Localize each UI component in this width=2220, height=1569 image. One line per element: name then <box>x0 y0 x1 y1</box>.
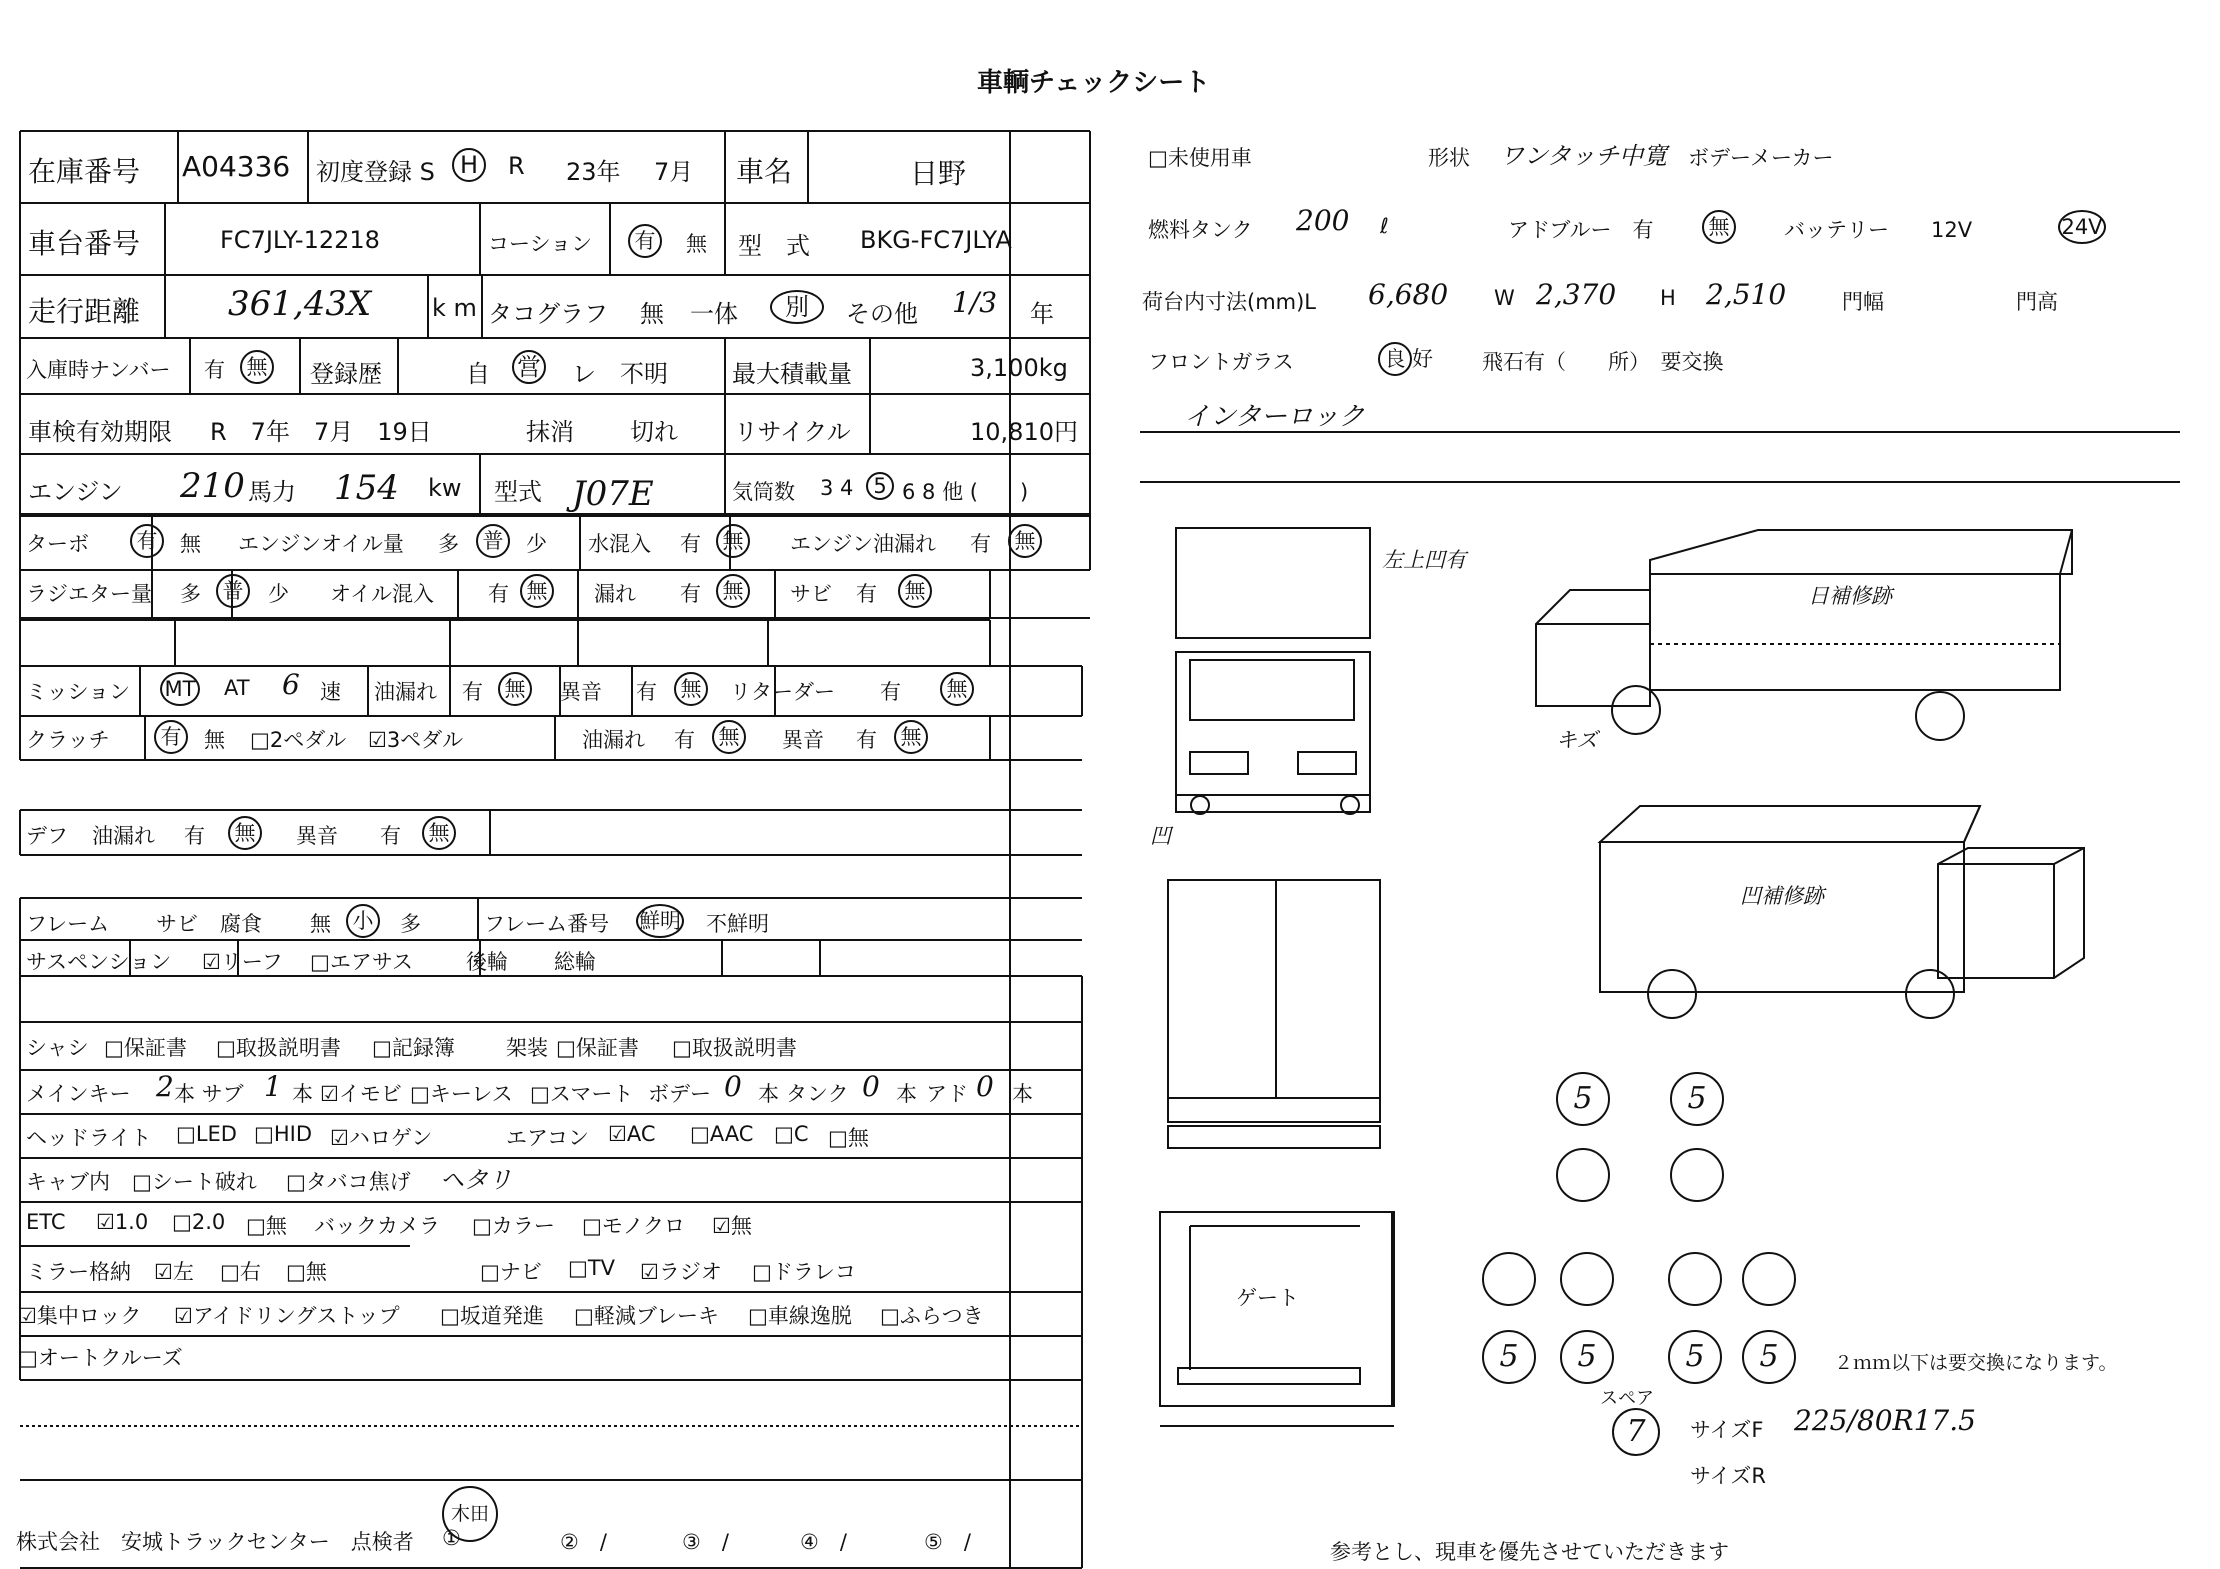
handwritten-note: インターロック <box>1184 402 1365 432</box>
radiator-level-label: ラジエター量 <box>26 582 152 606</box>
cylinders-options-a: 3 4 <box>820 476 854 500</box>
trans-leak-no: 無 <box>498 672 532 706</box>
tire-mid-right <box>1670 1148 1724 1202</box>
engine-oil-level-label: エンジンオイル量 <box>238 532 404 556</box>
tachograph-year-unit: 年 <box>1030 300 1054 328</box>
tire-front-right: 5 <box>1670 1072 1724 1126</box>
recycle-label: リサイクル <box>734 418 851 446</box>
suspension-all: 総輪 <box>554 950 596 974</box>
first-registration-label: 初度登録 S <box>316 158 435 186</box>
radio[interactable]: ☑ラジオ <box>640 1260 722 1284</box>
cylinders-options-b: 6 8 他 ( ) <box>902 480 1029 504</box>
clutch-leak-no: 無 <box>712 720 746 754</box>
fuel-tank: 200 <box>1296 204 1350 237</box>
reg-history-unknown: 不明 <box>620 360 668 388</box>
model: BKG-FC7JLYA <box>860 226 1012 254</box>
caution-label: コーション <box>488 232 593 256</box>
clutch-noise-yes: 有 <box>856 728 877 752</box>
engine-oil-more: 多 <box>438 532 459 556</box>
smart-key[interactable]: □スマート <box>530 1082 634 1106</box>
car-name-label: 車名 <box>736 155 793 188</box>
door-width: 門幅 <box>1842 290 1884 314</box>
horsepower: 210 <box>180 466 245 506</box>
gears-unit: 速 <box>320 680 341 704</box>
footer-company: 株式会社 安城トラックセンター 点検者 <box>16 1530 414 1554</box>
tire-rear-inner-left-top <box>1560 1252 1614 1306</box>
windshield-good: 良 好 <box>1378 342 1433 376</box>
clutch-noise-label: 異音 <box>782 728 824 752</box>
sub-key-count: 1 <box>264 1070 282 1103</box>
tachograph-integrated: 一体 <box>690 300 738 328</box>
engine-label: エンジン <box>28 478 123 506</box>
trans-leak-label: 油漏れ <box>374 680 437 704</box>
headlight-led[interactable]: □LED <box>176 1122 237 1146</box>
differential-label: デフ <box>26 824 68 848</box>
mileage-unit: k m <box>432 294 477 322</box>
clutch-yes: 有 <box>154 720 188 754</box>
engine-oil-leak-yes: 有 <box>970 532 991 556</box>
reg-history-rental: レ <box>572 360 596 388</box>
cylinders-selected: 5 <box>866 472 894 500</box>
radiator-normal: 普 <box>216 574 250 608</box>
scratch-note: キズ <box>1556 728 1598 752</box>
battery: バッテリー 12V <box>1784 218 1973 242</box>
camera-mono[interactable]: □モノクロ <box>582 1214 686 1238</box>
suspension-leaf[interactable]: ☑リーフ <box>202 950 283 974</box>
entry-plate-no: 無 <box>240 350 274 384</box>
water-mix-label: 水混入 <box>588 532 651 556</box>
deregistered: 抹消 <box>526 418 574 446</box>
ad-key-label: アド <box>926 1082 968 1106</box>
tachograph-none: 無 <box>640 300 664 328</box>
aircon-label: エアコン <box>506 1126 589 1150</box>
chassis-warranty[interactable]: □保証書 <box>104 1036 187 1060</box>
tv[interactable]: □TV <box>568 1256 616 1280</box>
frame-none: 無 <box>310 912 331 936</box>
entry-plate-label: 入庫時ナンバー <box>26 358 171 382</box>
aircon-ac[interactable]: ☑AC <box>608 1122 656 1146</box>
recycle-fee: 10,810円 <box>970 418 1078 446</box>
adblue: アドブルー 有 <box>1508 218 1654 242</box>
radiator-leak-no: 無 <box>716 574 750 608</box>
cargo-width: 2,370 <box>1536 278 1617 311</box>
kw-unit: kw <box>428 474 462 502</box>
diff-leak-yes: 有 <box>184 824 205 848</box>
turbo-yes: 有 <box>130 524 164 558</box>
fuel-unit: ℓ <box>1380 214 1389 238</box>
reg-history-private: 自 <box>466 360 490 388</box>
tachograph-years: 1/3 <box>952 286 998 319</box>
tire-rear-inner-left: 5 <box>1560 1330 1614 1384</box>
horsepower-unit: 馬力 <box>248 478 296 506</box>
tank-key-count: 0 <box>862 1070 880 1103</box>
radiator-more: 多 <box>180 582 201 606</box>
stock-number-label: 在庫番号 <box>28 155 141 188</box>
retarder-no: 無 <box>940 672 974 706</box>
camera-none[interactable]: ☑無 <box>712 1214 752 1238</box>
immobilizer[interactable]: ☑イモビ <box>320 1082 402 1106</box>
mileage-label: 走行距離 <box>28 295 141 328</box>
inspector-4: ④ / <box>800 1530 847 1554</box>
door-height: 門高 <box>2016 290 2058 314</box>
chassis-manual[interactable]: □取扱説明書 <box>216 1036 341 1060</box>
left-truck-note: 日補修跡 <box>1808 584 1892 608</box>
oil-mix-yes: 有 <box>488 582 509 606</box>
headlight-hid[interactable]: □HID <box>254 1122 312 1146</box>
mirror-right[interactable]: □右 <box>220 1260 261 1284</box>
radiator-leak-yes: 有 <box>680 582 701 606</box>
shape-label: 形状 <box>1428 146 1470 170</box>
mirror-left[interactable]: ☑左 <box>154 1260 194 1284</box>
clutch-leak-yes: 有 <box>674 728 695 752</box>
chassis-number-label: 車台番号 <box>28 227 141 260</box>
mirror-none[interactable]: □無 <box>286 1260 327 1284</box>
trans-noise-label: 異音 <box>560 680 602 704</box>
frame-corrosion-label: 腐食 <box>220 912 262 936</box>
adblue-no: 無 <box>1702 210 1736 244</box>
water-mix-yes: 有 <box>680 532 701 556</box>
spare-label: スペア <box>1600 1388 1654 1409</box>
engine-oil-less: 少 <box>526 532 547 556</box>
radiator-less: 少 <box>268 582 289 606</box>
inspector-seal: 木田 <box>442 1486 498 1542</box>
etc-none[interactable]: □無 <box>246 1214 287 1238</box>
aircon-none[interactable]: □無 <box>828 1126 869 1150</box>
frame-label: フレーム <box>26 912 110 936</box>
diff-noise-no: 無 <box>422 816 456 850</box>
cargo-height: 2,510 <box>1706 278 1787 311</box>
tire-note: ２ｍｍ以下は要交換になります。 <box>1834 1352 2118 1374</box>
tire-rear-inner-right-top <box>1668 1252 1722 1306</box>
keyless[interactable]: □キーレス <box>410 1082 513 1106</box>
aircon-c[interactable]: □C <box>774 1122 809 1146</box>
clutch-3pedal[interactable]: ☑3ペダル <box>368 728 464 752</box>
clutch-noise-no: 無 <box>894 720 928 754</box>
turbo-no: 無 <box>180 532 201 556</box>
body-warranty[interactable]: □保証書 <box>556 1036 639 1060</box>
engine-oil-normal: 普 <box>476 524 510 558</box>
body-key-label: ボデー <box>648 1082 711 1106</box>
body-key-unit: 本 <box>758 1082 779 1106</box>
reg-history-commercial: 営 <box>512 350 546 384</box>
central-lock[interactable]: ☑集中ロック <box>18 1304 142 1328</box>
tachograph-label: タコグラフ <box>488 300 608 328</box>
tire-rear-outer-left: 5 <box>1482 1330 1536 1384</box>
first-reg-reiwa: R <box>508 152 525 180</box>
engine-model-label: 型式 <box>494 478 542 506</box>
tank-key-unit: 本 <box>896 1082 917 1106</box>
reference-note: 参考とし、現車を優先させていただきます <box>1330 1540 1729 1564</box>
stock-number: A04336 <box>182 150 291 183</box>
caution-no: 無 <box>686 232 707 256</box>
frame-number-clear: 鮮明 <box>636 904 684 938</box>
auto-cruise[interactable]: □オートクルーズ <box>18 1346 183 1370</box>
gate-label: ゲート <box>1236 1286 1299 1310</box>
tank-key-label: タンク <box>786 1082 849 1106</box>
tachograph-separate: 別 <box>770 290 824 324</box>
lane-departure[interactable]: □車線逸脱 <box>748 1304 852 1328</box>
tachograph-other: その他 <box>846 300 918 328</box>
page-title: 車輌チェックシート <box>977 68 1211 98</box>
tire-mid-left <box>1556 1148 1610 1202</box>
mileage: 361,43X <box>228 284 372 324</box>
entry-plate-yes: 有 <box>204 358 225 382</box>
dashcam[interactable]: □ドラレコ <box>752 1260 856 1284</box>
height-label: H <box>1660 286 1676 310</box>
sub-key-label: 本 サブ <box>174 1082 244 1106</box>
size-front: 225/80R17.5 <box>1794 1404 1976 1437</box>
inspection-expiry-label: 車検有効期限 <box>28 418 172 446</box>
ad-key-count: 0 <box>976 1070 994 1103</box>
first-reg-year: 23年 <box>566 158 621 186</box>
main-key-label: メインキー <box>26 1082 131 1106</box>
transmission-mt: MT <box>160 672 200 706</box>
headlight-label: ヘッドライト <box>26 1126 152 1150</box>
idling-stop[interactable]: ☑アイドリングストップ <box>174 1304 400 1328</box>
clutch-2pedal[interactable]: □2ペダル <box>250 728 347 752</box>
first-reg-heisei: H <box>452 148 486 182</box>
inspector-1: ① <box>442 1526 461 1550</box>
width-label: W <box>1494 286 1515 310</box>
retarder-label: リターダー <box>730 680 835 704</box>
unused-vehicle[interactable]: □未使用車 <box>1148 146 1252 170</box>
suspension-label: サスペンション <box>26 950 172 974</box>
main-key-count: 2 <box>156 1070 174 1103</box>
ad-key-unit: 本 <box>1012 1082 1033 1106</box>
trans-leak-yes: 有 <box>462 680 483 704</box>
frame-number-label: フレーム番号 <box>484 912 610 936</box>
etc-2[interactable]: □2.0 <box>172 1210 226 1234</box>
mirror-fold-label: ミラー格納 <box>26 1260 131 1284</box>
gears: 6 <box>282 668 300 701</box>
seat-tear[interactable]: □シート破れ <box>132 1170 257 1194</box>
retarder-yes: 有 <box>880 680 901 704</box>
camera-color[interactable]: □カラー <box>472 1214 555 1238</box>
radiator-leak-label: 漏れ <box>594 582 636 606</box>
diff-noise-yes: 有 <box>380 824 401 848</box>
cab-dent-note: 左上凹有 <box>1382 548 1466 572</box>
diff-noise-label: 異音 <box>296 824 338 848</box>
reg-history-label: 登録歴 <box>310 360 382 388</box>
kilowatts: 154 <box>334 468 399 508</box>
inspector-3: ③ / <box>682 1530 729 1554</box>
aircon-aac[interactable]: □AAC <box>690 1122 754 1146</box>
fuel-tank-label: 燃料タンク <box>1148 218 1253 242</box>
tire-front-left: 5 <box>1556 1072 1610 1126</box>
cargo-dim-label: 荷台内寸法(mm)L <box>1142 290 1316 314</box>
windshield-label: フロントガラス <box>1148 350 1294 374</box>
windshield-chip: 飛石有（ 所） 要交換 <box>1482 350 1724 374</box>
etc-label: ETC <box>26 1210 66 1234</box>
frame-small: 小 <box>346 904 380 938</box>
oil-mix-label: オイル混入 <box>330 582 434 606</box>
hill-start[interactable]: □坂道発進 <box>440 1304 544 1328</box>
etc-1[interactable]: ☑1.0 <box>96 1210 149 1234</box>
trans-noise-yes: 有 <box>636 680 657 704</box>
tire-rear-outer-right-top <box>1742 1252 1796 1306</box>
water-mix-no: 無 <box>716 524 750 558</box>
dent-note: 凹 <box>1150 824 1171 848</box>
engine-oil-leak-no: 無 <box>1008 524 1042 558</box>
body-docs-label: 架装 <box>506 1036 548 1060</box>
size-front-label: サイズF <box>1690 1418 1764 1442</box>
engine-model: J07E <box>572 474 654 514</box>
body-manual[interactable]: □取扱説明書 <box>672 1036 797 1060</box>
rust-yes: 有 <box>856 582 877 606</box>
transmission-label: ミッション <box>26 680 131 704</box>
wobble-alert[interactable]: □ふらつき <box>880 1304 984 1328</box>
suspension-air[interactable]: □エアサス <box>310 950 414 974</box>
cab-note: ヘタリ <box>440 1166 512 1194</box>
headlight-halogen[interactable]: ☑ハロゲン <box>330 1126 433 1150</box>
max-load: 3,100kg <box>970 354 1068 382</box>
cab-label: キャブ内 <box>26 1170 110 1194</box>
oil-mix-no: 無 <box>520 574 554 608</box>
cigarette-burn[interactable]: □タバコ焦げ <box>286 1170 411 1194</box>
inspection-expiry: R 7年 7月 19日 <box>210 418 432 446</box>
shape: ワンタッチ中寛 <box>1500 142 1668 170</box>
clutch-no: 無 <box>204 728 225 752</box>
navi[interactable]: □ナビ <box>480 1260 542 1284</box>
caution-yes: 有 <box>628 224 662 258</box>
engine-oil-leak-label: エンジン油漏れ <box>790 532 936 556</box>
spare-tire: 7 <box>1612 1408 1660 1456</box>
transmission-at: AT <box>224 676 250 700</box>
chassis-number: FC7JLY-12218 <box>220 226 380 254</box>
tire-rear-outer-right: 5 <box>1742 1330 1796 1384</box>
first-reg-month: 7月 <box>654 158 694 186</box>
car-name: 日野 <box>910 157 967 190</box>
battery-selected: 24V <box>2058 210 2106 244</box>
diff-leak-no: 無 <box>228 816 262 850</box>
clutch-leak-label: 油漏れ <box>582 728 645 752</box>
inspector-5: ⑤ / <box>924 1530 971 1554</box>
body-maker-label: ボデーメーカー <box>1688 146 1834 170</box>
chassis-records[interactable]: □記録簿 <box>372 1036 455 1060</box>
frame-rust-label: サビ <box>156 912 198 936</box>
frame-number-unclear: 不鮮明 <box>706 912 769 936</box>
frame-much: 多 <box>400 912 421 936</box>
rust-no: 無 <box>898 574 932 608</box>
model-label: 型 式 <box>738 232 810 260</box>
collision-brake[interactable]: □軽減ブレーキ <box>574 1304 720 1328</box>
chassis-docs-label: シャシ <box>26 1036 89 1060</box>
expired: 切れ <box>630 418 678 446</box>
cylinders-label: 気筒数 <box>732 480 795 504</box>
tire-rear-outer-left-top <box>1482 1252 1536 1306</box>
tire-rear-inner-right: 5 <box>1668 1330 1722 1384</box>
max-load-label: 最大積載量 <box>732 360 852 388</box>
suspension-rear: 後輪 <box>466 950 508 974</box>
back-camera-label: バックカメラ <box>314 1214 440 1238</box>
sub-key-unit: 本 <box>292 1082 313 1106</box>
cargo-length: 6,680 <box>1368 278 1449 311</box>
diff-leak-label: 油漏れ <box>92 824 155 848</box>
size-rear-label: サイズR <box>1690 1464 1766 1488</box>
turbo-label: ターボ <box>26 532 89 556</box>
inspector-2: ② / <box>560 1530 607 1554</box>
rust-label: サビ <box>790 582 832 606</box>
trans-noise-no: 無 <box>674 672 708 706</box>
body-key-count: 0 <box>724 1070 742 1103</box>
right-truck-note: 凹補修跡 <box>1740 884 1824 908</box>
clutch-label: クラッチ <box>26 728 110 752</box>
